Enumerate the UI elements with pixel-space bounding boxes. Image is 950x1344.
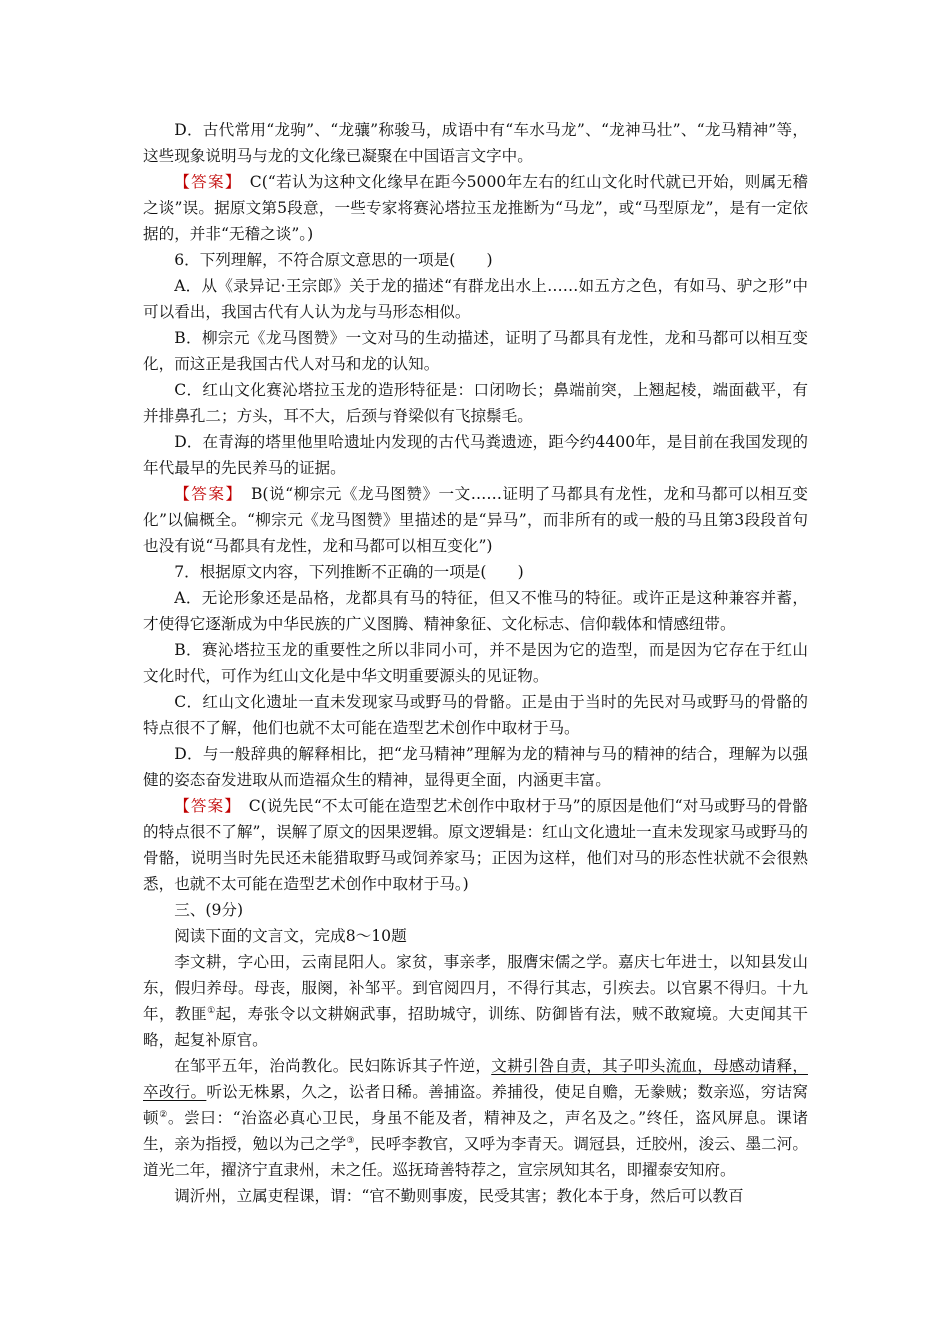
document-page: [143, 117, 808, 1209]
q6-option-a: A．从《录异记·王宗郎》关于龙的描述“有群龙出水上……如五方之色，有如马、驴之形”中可以看出，我国古代有人认为龙与马形态相似。: [143, 277, 808, 321]
q7-option-c: C．红山文化遗址一直未发现家马或野马的骨骼。正是由于当时的先民对马或野马的骨骼的特点很不了解，他们也就不太可能在造型艺术创作中取材于马。: [143, 693, 808, 737]
q7-answer: [143, 793, 808, 897]
q6-answer-text: B(说“柳宗元《龙马图赞》一文……证明了马都具有龙性，龙和马都可以相互变化”以偏概全。“柳宗元《龙马图赞》里描述的是“异马”，而非所有的或一般的马且第3段段首句也没有说“马都具有龙性，龙和马都可以相互变化”): [143, 485, 808, 555]
answer-label: 【答案】: [174, 485, 235, 503]
answer-label: 【答案】: [174, 797, 234, 815]
passage-paragraph-3: 调沂州，立属吏程课，谓：“官不勤则事废，民受其害；教化本于身，然后可以教百: [174, 1187, 744, 1205]
q6-answer: [143, 481, 808, 559]
section-3-instruction: 阅读下面的文言文，完成8～10题: [174, 927, 407, 945]
passage-text: ，民呼李教官，又呼为李青天。调冠县，迁胶州，浚云、墨二河。道光二年，擢济宁直隶州，未之任。巡抚琦善特荐之，宣宗夙知其名，即擢泰安知府。: [143, 1135, 808, 1179]
q7-option-b: B．赛沁塔拉玉龙的重要性之所以非同小可，并不是因为它的造型，而是因为它存在于红山文化时代，可作为红山文化是中华文明重要源头的见证物。: [143, 641, 808, 685]
q6-option-c: C．红山文化赛沁塔拉玉龙的造形特征是：口闭吻长；鼻端前突，上翘起棱，端面截平，有并排鼻孔二；方头，耳不大，后颈与脊梁似有飞掠鬃毛。: [143, 381, 808, 425]
q7-option-d: D．与一般辞典的解释相比，把“龙马精神”理解为龙的精神与马的精神的结合，理解为以强健的姿态奋发进取从而造福众生的精神，显得更全面，内涵更丰富。: [143, 745, 808, 789]
passage-paragraph-1: [143, 949, 808, 1053]
section-3-heading: 三、(9分): [174, 901, 244, 919]
footnote-marker-1: ①: [207, 1006, 216, 1016]
answer-label: 【答案】: [174, 173, 234, 191]
passage-text: 在邹平五年，治尚教化。民妇陈诉其子忤逆，: [174, 1057, 492, 1075]
q7-stem: 7．根据原文内容，下列推断不正确的一项是( ): [174, 563, 524, 581]
passage-text: 听讼无株累，久之，讼者日稀。善捕盗。养捕役，使足自赡，无豢贼；数亲巡，穷诘窝顿: [143, 1083, 808, 1127]
passage-text: 起，寿张令以文耕娴武事，招助城守，训练、防御皆有法，贼不敢窥境。大吏闻其干略，起复补原官。: [143, 1005, 808, 1049]
q5-answer: [143, 169, 808, 247]
underlined-sentence: 文耕引咎自责，其子叩头流血，母感动请释，卒改行。: [143, 1057, 808, 1101]
q6-option-d: D．在青海的塔里他里哈遗址内发现的古代马粪遗迹，距今约4400年，是目前在我国发现的年代最早的先民养马的证据。: [143, 433, 808, 477]
passage-text: 李文耕，字心田，云南昆阳人。家贫，事亲孝，服膺宋儒之学。嘉庆七年进士，以知县发山东，假归养母。母丧，服阕，补邹平。到官阅四月，不得行其志，引疾去。以官累不得归。十九年，教匪: [143, 953, 808, 1023]
passage-paragraph-2: [143, 1053, 808, 1183]
q7-option-a: A．无论形象还是品格，龙都具有马的特征，但又不惟马的特征。或许正是这种兼容并蓄，才使得它逐渐成为中华民族的广义图腾、精神象征、文化标志、信仰载体和情感纽带。: [143, 589, 808, 633]
footnote-marker-2: ②: [159, 1110, 168, 1120]
passage-text: 。尝曰：“治盗必真心卫民，身虽不能及者，精神及之，声名及之。”终任，盗风屏息。课诸生，亲为指授，勉以为己之学: [143, 1109, 808, 1153]
q7-answer-text: C(说先民“不太可能在造型艺术创作中取材于马”的原因是他们“对马或野马的骨骼的特点很不了解”，误解了原文的因果逻辑。原文逻辑是：红山文化遗址一直未发现家马或野马的骨骼，说明当时先民还未能猎取野马或饲养家马；正因为这样，他们对马的形态性状就不会很熟悉，也就不太可能在造型艺术创作中取材于马。): [143, 797, 808, 893]
q6-option-b: B．柳宗元《龙马图赞》一文对马的生动描述，证明了马都具有龙性，龙和马都可以相互变化，而这正是我国古代人对马和龙的认知。: [143, 329, 808, 373]
q5-option-d: D．古代常用“龙驹”、“龙骧”称骏马，成语中有“车水马龙”、“龙神马壮”、“龙马精神”等，这些现象说明马与龙的文化缘已凝聚在中国语言文字中。: [143, 121, 808, 165]
footnote-marker-3: ③: [346, 1136, 355, 1146]
q6-stem: 6．下列理解，不符合原文意思的一项是( ): [174, 251, 493, 269]
q5-answer-text: C(“若认为这种文化缘早在距今5000年左右的红山文化时代就已开始，则属无稽之谈”误。据原文第5段意，一些专家将赛沁塔拉玉龙推断为“马龙”，或“马型原龙”，是有一定依据的，并非“无稽之谈”。): [143, 173, 808, 243]
